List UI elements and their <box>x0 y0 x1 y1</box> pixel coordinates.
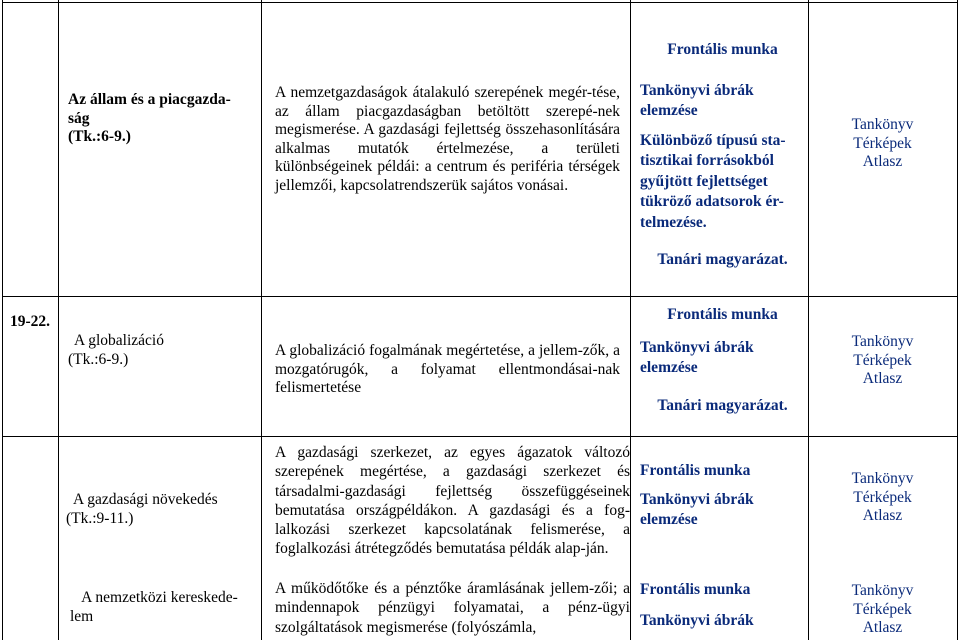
content-cell: A nemzetgazdaságok átalakuló szerepének megér-tése, az állam piacgazdaságban betöltött szerepé-nek megismerése. A gazdasági fejlettség összehasonlítására alkalmas mutatók értelmezése, a területi különbségeinek példái: a centrum és periféria térségek jellemzői, kapcsolatrendszerük sajátos vonásai. <box>275 84 620 194</box>
tool-line: Térképek <box>853 488 912 506</box>
method-line: elemzése <box>640 359 698 376</box>
method-line: tükröző adatsorok ér- <box>640 193 784 210</box>
table-border-right <box>957 0 958 640</box>
tool-line: Atlasz <box>862 507 903 524</box>
topic-line: A gazdasági növekedés <box>73 491 218 508</box>
row-divider <box>2 436 957 437</box>
tools-cell <box>808 470 957 526</box>
topic-line: (Tk.:6-9.) <box>68 128 131 145</box>
methods-cell <box>640 461 805 531</box>
table-border-left <box>2 0 3 640</box>
topic-line: Az állam és a piacgazda- <box>68 91 231 108</box>
method-line: telmezése. <box>640 213 707 231</box>
method-line: Frontális munka <box>640 581 751 598</box>
methods-cell <box>640 305 805 416</box>
method-line: elemzése <box>640 102 698 119</box>
tools-cell <box>808 116 957 172</box>
row-divider <box>2 296 957 297</box>
column-divider <box>58 0 59 640</box>
content-cell: A globalizáció fogalmának megértetése, a jellem-zők, a mozgatórugók, a folyamat ellentmondásai-nak felismertetése <box>275 342 620 396</box>
topic-line: lem <box>70 607 94 625</box>
topic-line: ság <box>68 109 90 127</box>
tool-line: Atlasz <box>862 153 903 170</box>
method-line: elemzése <box>640 511 698 528</box>
topic-line: (Tk.:6-9.) <box>68 350 129 368</box>
tools-cell <box>808 582 957 638</box>
column-divider <box>261 0 262 640</box>
column-divider <box>630 0 631 640</box>
tools-cell <box>808 333 957 389</box>
method-line: gyűjtött fejlettséget <box>640 172 768 190</box>
topic-line: A globalizáció <box>74 332 164 349</box>
tool-line: Tankönyv <box>851 582 914 599</box>
topic-cell <box>68 332 258 369</box>
tool-line: Térképek <box>853 351 912 369</box>
topic-cell <box>68 91 258 147</box>
tool-line: Tankönyv <box>851 470 914 487</box>
tool-line: Térképek <box>853 600 912 618</box>
tool-line: Atlasz <box>862 619 903 636</box>
method-line: Különböző típusú sta- <box>640 131 786 149</box>
tool-line: Tankönyv <box>851 333 914 350</box>
topic-line: (Tk.:9-11.) <box>66 509 134 527</box>
tool-line: Atlasz <box>862 370 903 387</box>
method-line: Tanári magyarázat. <box>657 251 788 268</box>
table-border-top <box>2 2 957 3</box>
content-cell: A működőtőke és a pénztőke áramlásának jellem-zői; a mindennapok pénzügyi folyamatai, a pénz-ügyi szolgáltatások megismerése (folyószámla, <box>275 580 630 636</box>
method-line: tisztikai forrásokból <box>640 152 774 169</box>
method-line: Tankönyvi ábrák <box>640 611 754 629</box>
method-line: Tanári magyarázat. <box>657 396 788 414</box>
method-line: Tankönyvi ábrák <box>640 490 754 508</box>
row-number: 19-22. <box>10 313 51 330</box>
topic-line: A nemzetközi kereskede- <box>81 589 238 606</box>
tool-line: Térképek <box>853 134 912 152</box>
method-line: Frontális munka <box>640 462 751 479</box>
column-divider <box>808 0 809 640</box>
topic-cell <box>58 589 261 626</box>
method-line: Frontális munka <box>667 306 778 323</box>
content-cell: A gazdasági szerkezet, az egyes ágazatok változó szerepének megértése, a gazdasági szerkezet és társadalmi-gazdasági fejlettség összefüggéseinek bemutatása országpéldákon. A gazdasági és a fog-lalkozási szerkezet kapcsolatának felismerése, a foglalkozási átrétegződés bemutatása példák alap-ján. <box>275 444 630 558</box>
methods-cell <box>640 40 805 271</box>
method-line: Tankönyvi ábrák <box>640 338 754 356</box>
method-line: Tankönyvi ábrák <box>640 81 754 99</box>
tool-line: Tankönyv <box>851 116 914 133</box>
topic-cell <box>66 491 260 528</box>
methods-cell <box>640 580 805 631</box>
method-line: Frontális munka <box>667 41 778 58</box>
